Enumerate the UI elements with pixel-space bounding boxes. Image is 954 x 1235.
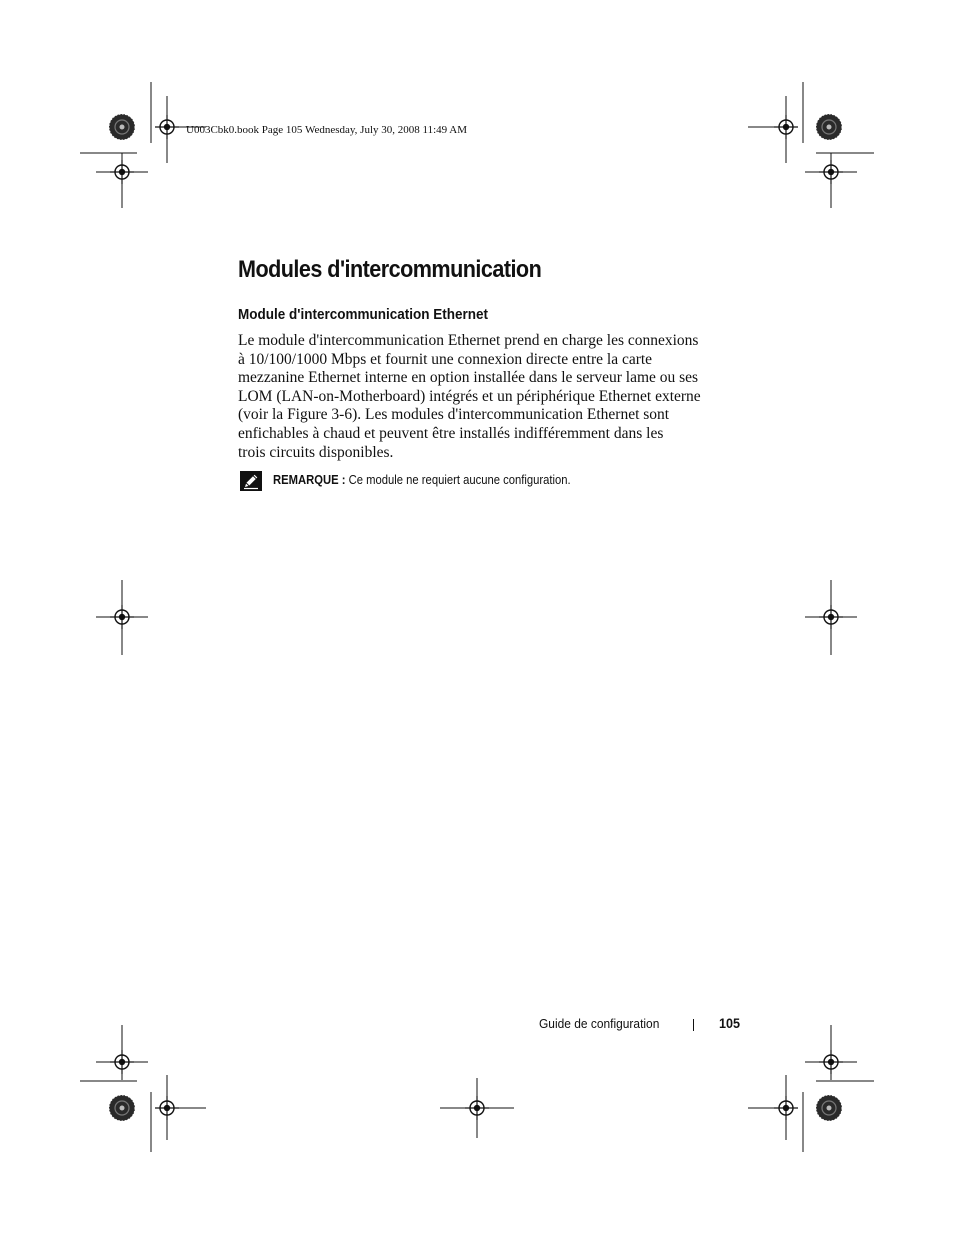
- footer-separator: [693, 1019, 694, 1031]
- footer-guide-title: Guide de configuration: [539, 1016, 660, 1031]
- section-title: Module d'intercommunication Ethernet: [238, 306, 488, 323]
- pencil-note-icon: [240, 471, 262, 491]
- note-label: REMARQUE :: [273, 473, 346, 487]
- page-title: Modules d'intercommunication: [238, 256, 542, 283]
- body-line: enfichables à chaud et peuvent être installés indifféremment dans les: [238, 424, 664, 442]
- body-line: LOM (LAN-on-Motherboard) intégrés et un périphérique Ethernet externe: [238, 387, 701, 405]
- registration-targets: [96, 96, 857, 1140]
- body-line: (voir la Figure 3-6). Les modules d'intercommunication Ethernet sont: [238, 406, 670, 424]
- body-line: à 10/100/1000 Mbps et fournit une connexion directe entre la carte: [238, 350, 653, 368]
- body-line: trois circuits disponibles.: [238, 443, 394, 461]
- body-line: mezzanine Ethernet interne en option installée dans le serveur lame ou ses: [238, 369, 699, 387]
- crop-lines: [80, 82, 874, 1152]
- body-line: Le module d'intercommunication Ethernet prend en charge les connexions: [238, 332, 699, 349]
- note-text: Ce module ne requiert aucune configuration.: [348, 473, 571, 487]
- book-slug-header: U003Cbk0.book Page 105 Wednesday, July 30, 2008 11:49 AM: [186, 124, 468, 136]
- page-number: 105: [719, 1015, 741, 1031]
- note: [273, 473, 571, 487]
- body-paragraph: [238, 332, 738, 462]
